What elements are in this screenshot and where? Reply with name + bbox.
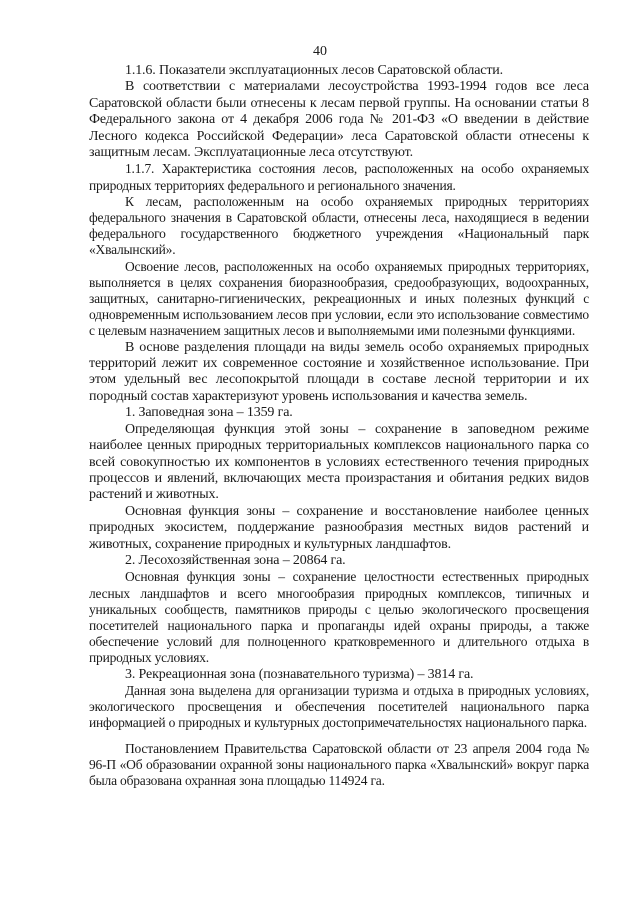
- page-number: 40: [313, 44, 327, 59]
- zone-heading-recreation: 3. Рекреационная зона (познавательного туризма) – 3814 га.: [125, 666, 474, 682]
- paragraph-land-division: В основе разделения площади на виды земель особо охраняемых природных территорий лежит их современное состояние и хозяйственное использование. При этом удельный вес лесопокрытой площади в составе лесной территории и их породный состав характеризуют уровень использования и качества земель.: [89, 339, 589, 404]
- document-body: [89, 63, 589, 789]
- section-heading-1-1-7: 1.1.7. Характеристика состояния лесов, расположенных на особо охраняемых природных территориях федерального и регионального значения.: [89, 161, 589, 193]
- section-heading-1-1-6: 1.1.6. Показатели эксплуатационных лесов Саратовской области.: [125, 63, 503, 78]
- zone-heading-forestry: 2. Лесохозяйственная зона – 20864 га.: [125, 552, 346, 568]
- paragraph-forest-development: Освоение лесов, расположенных на особо охраняемых природных территориях, выполняется в целях сохранения биоразнообразия, средообразующих, водоохранных, защитных, санитарно-гигиенических, рекреационных и иных полезных функций с одновременным использованием лесов при условии, если это использование совместимо с целевым назначением защитных лесов и выполняемыми ими полезными функциями.: [89, 258, 589, 339]
- paragraph-government-resolution: Постановлением Правительства Саратовской области от 23 апреля 2004 года № 96-П «Об образовании охранной зоны национального парка «Хвалынский» вокруг парка была образована охранная зона площадью 114924 га.: [89, 740, 589, 788]
- paragraph-forest-classification: В соответствии с материалами лесоустройства 1993-1994 годов все леса Саратовской области были отнесены к лесам первой группы. На основании статьи 8 Федерального закона от 4 декабря 2006 года № 201-ФЗ «О введении в действие Лесного кодекса Российской Федерации» леса Саратовской области отнесены к защитным лесам. Эксплуатационные леса отсутствуют.: [89, 79, 589, 161]
- paragraph-reserve-main-function: Основная функция зоны – сохранение и восстановление наиболее ценных природных экосистем, поддержание разнообразия местных видов растений и животных, сохранение природных и культурных ландшафтов.: [89, 503, 589, 552]
- zone-heading-reserve: 1. Заповедная зона – 1359 га.: [125, 405, 293, 421]
- paragraph-forestry-function: Основная функция зоны – сохранение целостности естественных природных лесных ландшафтов и всего многообразия природных комплексов, типичных и уникальных сообществ, памятников природы с целью экологического просвещения посетителей национального парка и пропаганды идей охраны природы, а также обеспечение условий для полноценного кратковременного и длительного отдыха в природных условиях.: [89, 569, 589, 666]
- paragraph-protected-forests: К лесам, расположенным на особо охраняемых природных территориях федерального значения в Саратовской области, отнесены леса, находящиеся в ведении федерального государственного бюджетного учреждения «Национальный парк «Хвалынский».: [89, 193, 589, 258]
- paragraph-recreation-description: Данная зона выделена для организации туризма и отдыха в природных условиях, экологического просвещения и обеспечения посетителей национального парка информацией о природных и культурных достопримечательностях национального парка.: [89, 682, 589, 731]
- paragraph-reserve-function: Определяющая функция этой зоны – сохранение в заповедном режиме наиболее ценных природных территориальных комплексов национального парка со всей совокупностью их компонентов в условиях естественного течения природных процессов и явлений, включающих места произрастания и обитания редких видов растений и животных.: [89, 421, 589, 503]
